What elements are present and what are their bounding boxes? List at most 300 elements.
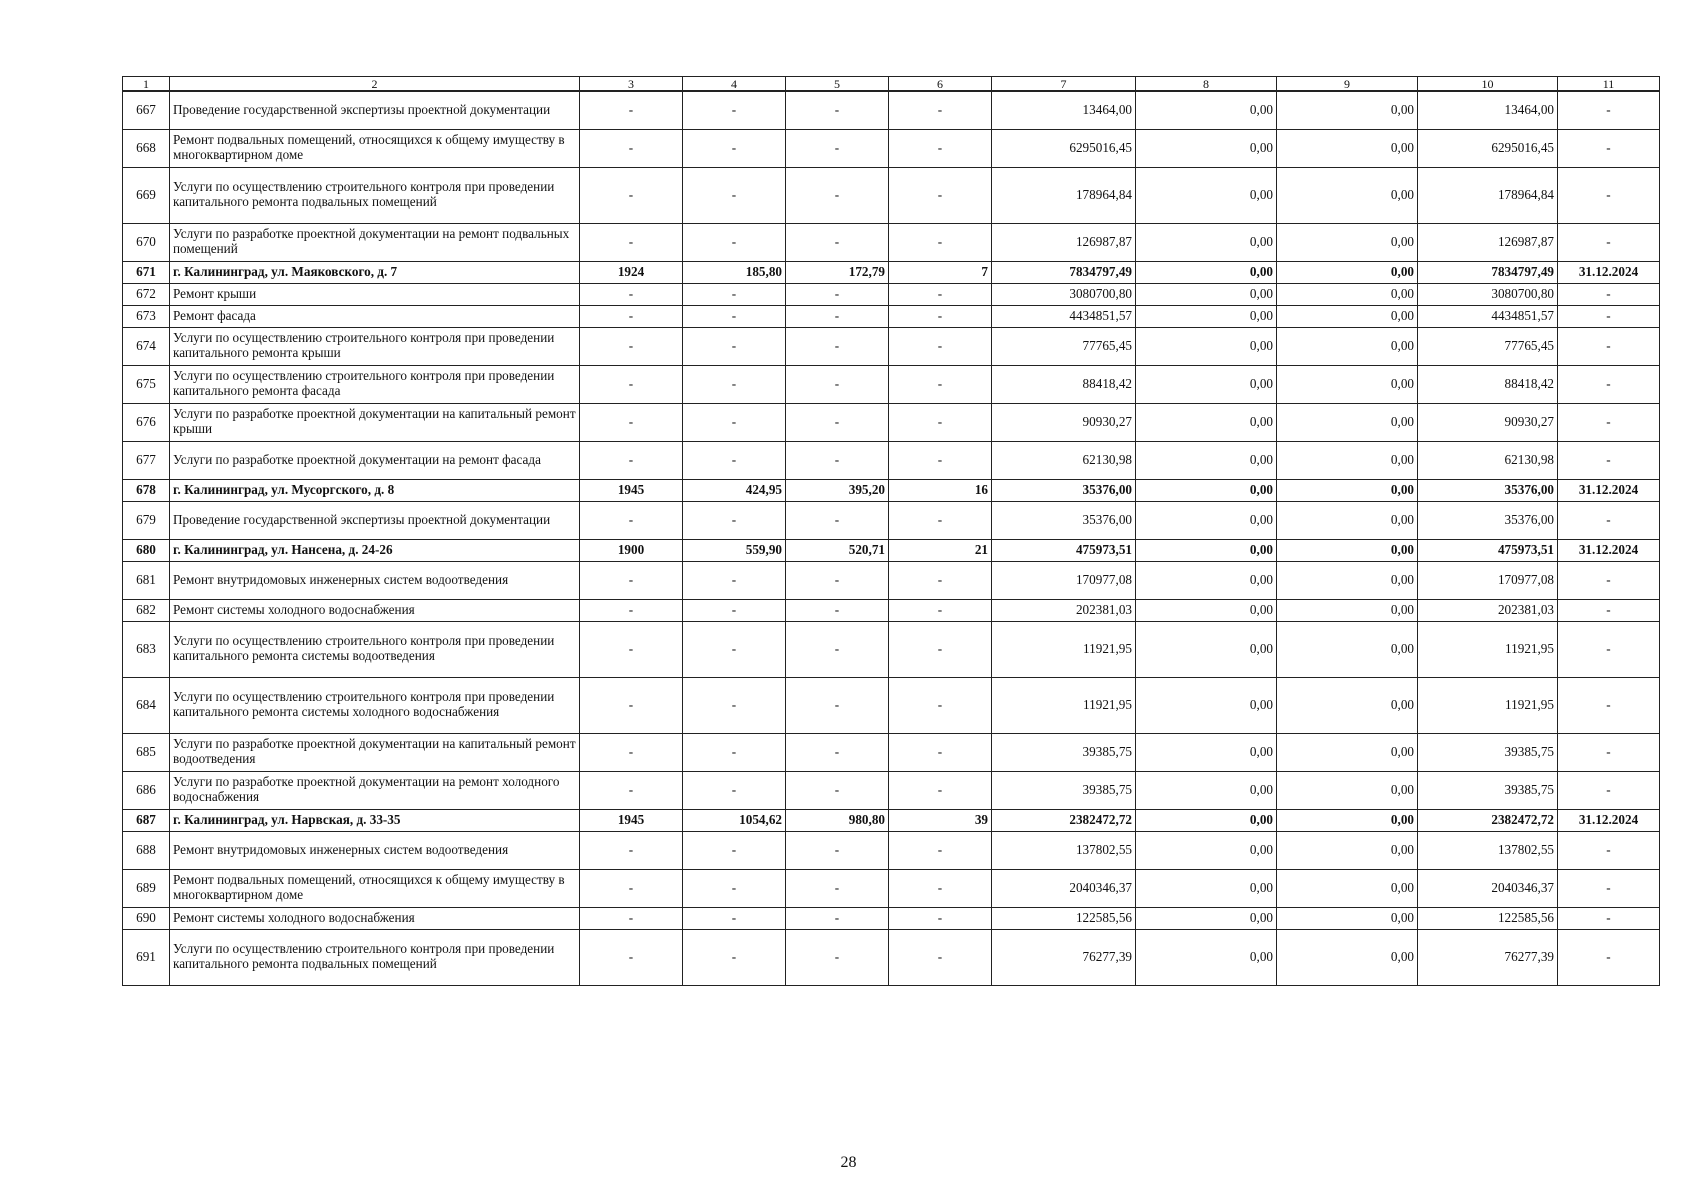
fund-cost-cell: 0,00	[1136, 441, 1277, 479]
total-cost-cell: 11921,95	[992, 621, 1136, 677]
row-number-cell: 682	[123, 599, 170, 621]
total-area-cell: -	[683, 599, 786, 621]
living-area-cell: 980,80	[786, 809, 889, 831]
work-row	[123, 365, 1660, 403]
column-header-6: 6	[889, 77, 992, 92]
end-date-cell: -	[1558, 365, 1660, 403]
year-cell: 1945	[580, 809, 683, 831]
address-row	[123, 261, 1660, 283]
fund-cost-cell: 0,00	[1136, 403, 1277, 441]
end-date-cell: 31.12.2024	[1558, 809, 1660, 831]
row-name-cell: г. Калининград, ул. Нансена, д. 24-26	[170, 539, 580, 561]
total-cost-cell: 2040346,37	[992, 869, 1136, 907]
budget-cost-cell: 0,00	[1277, 305, 1418, 327]
row-name-cell: Услуги по осуществлению строительного контроля при проведении капитального ремонта системы холодного водоснабжения	[170, 677, 580, 733]
fund-cost-cell: 0,00	[1136, 501, 1277, 539]
fund-cost-cell: 0,00	[1136, 539, 1277, 561]
fund-cost-cell: 0,00	[1136, 283, 1277, 305]
row-number-cell: 688	[123, 831, 170, 869]
row-name-cell: Услуги по разработке проектной документации на ремонт подвальных помещений	[170, 223, 580, 261]
column-header-7: 7	[992, 77, 1136, 92]
living-area-cell: -	[786, 403, 889, 441]
living-area-cell: -	[786, 869, 889, 907]
residents-cell: -	[889, 365, 992, 403]
row-number-cell: 691	[123, 929, 170, 985]
column-header-5: 5	[786, 77, 889, 92]
total-area-cell: -	[683, 907, 786, 929]
total-area-cell: -	[683, 501, 786, 539]
fund-cost-cell: 0,00	[1136, 621, 1277, 677]
total-cost-cell: 11921,95	[992, 677, 1136, 733]
fund-cost-cell: 0,00	[1136, 599, 1277, 621]
work-row	[123, 501, 1660, 539]
row-number-cell: 672	[123, 283, 170, 305]
year-cell: -	[580, 771, 683, 809]
end-date-cell: -	[1558, 907, 1660, 929]
residents-cell: -	[889, 733, 992, 771]
fund-cost-cell: 0,00	[1136, 869, 1277, 907]
total-cost-cell: 137802,55	[992, 831, 1136, 869]
work-row	[123, 441, 1660, 479]
fund-cost-cell: 0,00	[1136, 677, 1277, 733]
owners-cost-cell: 62130,98	[1418, 441, 1558, 479]
budget-cost-cell: 0,00	[1277, 479, 1418, 501]
end-date-cell: -	[1558, 561, 1660, 599]
work-row	[123, 733, 1660, 771]
end-date-cell: -	[1558, 283, 1660, 305]
end-date-cell: -	[1558, 677, 1660, 733]
year-cell: -	[580, 129, 683, 167]
work-row	[123, 91, 1660, 129]
fund-cost-cell: 0,00	[1136, 129, 1277, 167]
work-row	[123, 831, 1660, 869]
total-area-cell: 424,95	[683, 479, 786, 501]
residents-cell: -	[889, 283, 992, 305]
total-cost-cell: 475973,51	[992, 539, 1136, 561]
residents-cell: -	[889, 561, 992, 599]
budget-cost-cell: 0,00	[1277, 261, 1418, 283]
row-number-cell: 689	[123, 869, 170, 907]
residents-cell: -	[889, 621, 992, 677]
residents-cell: -	[889, 327, 992, 365]
residents-cell: -	[889, 929, 992, 985]
residents-cell: -	[889, 501, 992, 539]
work-row	[123, 223, 1660, 261]
work-row	[123, 403, 1660, 441]
fund-cost-cell: 0,00	[1136, 831, 1277, 869]
year-cell: -	[580, 501, 683, 539]
total-cost-cell: 202381,03	[992, 599, 1136, 621]
owners-cost-cell: 11921,95	[1418, 621, 1558, 677]
year-cell: 1900	[580, 539, 683, 561]
row-name-cell: Проведение государственной экспертизы проектной документации	[170, 501, 580, 539]
address-row	[123, 539, 1660, 561]
total-area-cell: -	[683, 733, 786, 771]
end-date-cell: -	[1558, 869, 1660, 907]
work-row	[123, 167, 1660, 223]
year-cell: -	[580, 561, 683, 599]
owners-cost-cell: 88418,42	[1418, 365, 1558, 403]
fund-cost-cell: 0,00	[1136, 809, 1277, 831]
year-cell: 1945	[580, 479, 683, 501]
row-number-cell: 677	[123, 441, 170, 479]
work-row	[123, 907, 1660, 929]
total-area-cell: -	[683, 365, 786, 403]
total-area-cell: -	[683, 91, 786, 129]
owners-cost-cell: 170977,08	[1418, 561, 1558, 599]
year-cell: -	[580, 621, 683, 677]
row-number-cell: 686	[123, 771, 170, 809]
residents-cell: -	[889, 403, 992, 441]
living-area-cell: -	[786, 129, 889, 167]
living-area-cell: -	[786, 561, 889, 599]
total-area-cell: -	[683, 771, 786, 809]
residents-cell: -	[889, 599, 992, 621]
work-row	[123, 283, 1660, 305]
end-date-cell: -	[1558, 91, 1660, 129]
work-row	[123, 677, 1660, 733]
budget-cost-cell: 0,00	[1277, 501, 1418, 539]
living-area-cell: -	[786, 771, 889, 809]
total-cost-cell: 62130,98	[992, 441, 1136, 479]
owners-cost-cell: 35376,00	[1418, 501, 1558, 539]
end-date-cell: -	[1558, 621, 1660, 677]
row-number-cell: 674	[123, 327, 170, 365]
owners-cost-cell: 4434851,57	[1418, 305, 1558, 327]
row-name-cell: Услуги по разработке проектной документации на ремонт холодного водоснабжения	[170, 771, 580, 809]
address-row	[123, 479, 1660, 501]
row-name-cell: Услуги по разработке проектной документации на капитальный ремонт водоотведения	[170, 733, 580, 771]
budget-cost-cell: 0,00	[1277, 365, 1418, 403]
row-name-cell: Услуги по осуществлению строительного контроля при проведении капитального ремонта подвальных помещений	[170, 929, 580, 985]
owners-cost-cell: 2382472,72	[1418, 809, 1558, 831]
row-name-cell: Ремонт подвальных помещений, относящихся к общему имуществу в многоквартирном доме	[170, 129, 580, 167]
work-row	[123, 129, 1660, 167]
total-cost-cell: 88418,42	[992, 365, 1136, 403]
fund-cost-cell: 0,00	[1136, 771, 1277, 809]
residents-cell: -	[889, 831, 992, 869]
owners-cost-cell: 76277,39	[1418, 929, 1558, 985]
total-cost-cell: 39385,75	[992, 771, 1136, 809]
column-header-8: 8	[1136, 77, 1277, 92]
total-cost-cell: 35376,00	[992, 479, 1136, 501]
year-cell: -	[580, 907, 683, 929]
end-date-cell: -	[1558, 599, 1660, 621]
row-number-cell: 683	[123, 621, 170, 677]
end-date-cell: -	[1558, 129, 1660, 167]
year-cell: -	[580, 91, 683, 129]
residents-cell: 21	[889, 539, 992, 561]
total-cost-cell: 3080700,80	[992, 283, 1136, 305]
budget-cost-cell: 0,00	[1277, 869, 1418, 907]
total-cost-cell: 76277,39	[992, 929, 1136, 985]
year-cell: -	[580, 223, 683, 261]
column-number-header	[123, 77, 1660, 92]
row-name-cell: г. Калининград, ул. Мусоргского, д. 8	[170, 479, 580, 501]
living-area-cell: 172,79	[786, 261, 889, 283]
end-date-cell: -	[1558, 305, 1660, 327]
row-name-cell: Ремонт крыши	[170, 283, 580, 305]
row-number-cell: 678	[123, 479, 170, 501]
work-row	[123, 305, 1660, 327]
fund-cost-cell: 0,00	[1136, 733, 1277, 771]
living-area-cell: -	[786, 621, 889, 677]
end-date-cell: -	[1558, 441, 1660, 479]
column-header-3: 3	[580, 77, 683, 92]
year-cell: -	[580, 167, 683, 223]
row-name-cell: Услуги по осуществлению строительного контроля при проведении капитального ремонта подвальных помещений	[170, 167, 580, 223]
row-number-cell: 685	[123, 733, 170, 771]
owners-cost-cell: 13464,00	[1418, 91, 1558, 129]
living-area-cell: -	[786, 831, 889, 869]
living-area-cell: -	[786, 167, 889, 223]
owners-cost-cell: 475973,51	[1418, 539, 1558, 561]
residents-cell: -	[889, 441, 992, 479]
total-cost-cell: 90930,27	[992, 403, 1136, 441]
budget-cost-cell: 0,00	[1277, 599, 1418, 621]
budget-cost-cell: 0,00	[1277, 223, 1418, 261]
owners-cost-cell: 178964,84	[1418, 167, 1558, 223]
total-cost-cell: 178964,84	[992, 167, 1136, 223]
year-cell: -	[580, 929, 683, 985]
fund-cost-cell: 0,00	[1136, 167, 1277, 223]
budget-cost-cell: 0,00	[1277, 441, 1418, 479]
fund-cost-cell: 0,00	[1136, 561, 1277, 599]
end-date-cell: -	[1558, 929, 1660, 985]
total-cost-cell: 2382472,72	[992, 809, 1136, 831]
page-number: 28	[840, 1154, 857, 1171]
living-area-cell: -	[786, 599, 889, 621]
owners-cost-cell: 122585,56	[1418, 907, 1558, 929]
budget-cost-cell: 0,00	[1277, 907, 1418, 929]
budget-cost-cell: 0,00	[1277, 129, 1418, 167]
end-date-cell: -	[1558, 831, 1660, 869]
living-area-cell: -	[786, 365, 889, 403]
column-header-1: 1	[123, 77, 170, 92]
living-area-cell: -	[786, 929, 889, 985]
owners-cost-cell: 137802,55	[1418, 831, 1558, 869]
residents-cell: -	[889, 167, 992, 223]
residents-cell: -	[889, 907, 992, 929]
row-name-cell: Проведение государственной экспертизы проектной документации	[170, 91, 580, 129]
owners-cost-cell: 126987,87	[1418, 223, 1558, 261]
total-cost-cell: 4434851,57	[992, 305, 1136, 327]
row-number-cell: 679	[123, 501, 170, 539]
living-area-cell: -	[786, 327, 889, 365]
row-number-cell: 671	[123, 261, 170, 283]
row-name-cell: Услуги по разработке проектной документации на ремонт фасада	[170, 441, 580, 479]
year-cell: -	[580, 733, 683, 771]
row-name-cell: Услуги по осуществлению строительного контроля при проведении капитального ремонта фасада	[170, 365, 580, 403]
residents-cell: -	[889, 677, 992, 733]
year-cell: -	[580, 677, 683, 733]
row-name-cell: Ремонт системы холодного водоснабжения	[170, 599, 580, 621]
residents-cell: 7	[889, 261, 992, 283]
column-header-4: 4	[683, 77, 786, 92]
total-area-cell: -	[683, 441, 786, 479]
total-cost-cell: 39385,75	[992, 733, 1136, 771]
total-cost-cell: 7834797,49	[992, 261, 1136, 283]
row-name-cell: г. Калининград, ул. Маяковского, д. 7	[170, 261, 580, 283]
total-area-cell: -	[683, 561, 786, 599]
column-header-9: 9	[1277, 77, 1418, 92]
total-cost-cell: 35376,00	[992, 501, 1136, 539]
owners-cost-cell: 35376,00	[1418, 479, 1558, 501]
budget-cost-cell: 0,00	[1277, 621, 1418, 677]
total-area-cell: 185,80	[683, 261, 786, 283]
residents-cell: -	[889, 91, 992, 129]
budget-cost-cell: 0,00	[1277, 91, 1418, 129]
budget-cost-cell: 0,00	[1277, 539, 1418, 561]
fund-cost-cell: 0,00	[1136, 223, 1277, 261]
residents-cell: -	[889, 223, 992, 261]
end-date-cell: 31.12.2024	[1558, 261, 1660, 283]
end-date-cell: -	[1558, 167, 1660, 223]
owners-cost-cell: 6295016,45	[1418, 129, 1558, 167]
budget-cost-cell: 0,00	[1277, 831, 1418, 869]
budget-cost-cell: 0,00	[1277, 283, 1418, 305]
year-cell: -	[580, 599, 683, 621]
year-cell: -	[580, 327, 683, 365]
residents-cell: -	[889, 771, 992, 809]
row-name-cell: Услуги по разработке проектной документации на капитальный ремонт крыши	[170, 403, 580, 441]
owners-cost-cell: 11921,95	[1418, 677, 1558, 733]
year-cell: -	[580, 283, 683, 305]
owners-cost-cell: 39385,75	[1418, 733, 1558, 771]
total-area-cell: -	[683, 283, 786, 305]
work-row	[123, 599, 1660, 621]
total-cost-cell: 13464,00	[992, 91, 1136, 129]
residents-cell: -	[889, 129, 992, 167]
residents-cell: 39	[889, 809, 992, 831]
residents-cell: -	[889, 869, 992, 907]
living-area-cell: -	[786, 223, 889, 261]
owners-cost-cell: 2040346,37	[1418, 869, 1558, 907]
works-table	[122, 76, 1660, 986]
row-name-cell: Ремонт подвальных помещений, относящихся к общему имуществу в многоквартирном доме	[170, 869, 580, 907]
year-cell: -	[580, 365, 683, 403]
work-row	[123, 621, 1660, 677]
total-area-cell: -	[683, 869, 786, 907]
column-header-11: 11	[1558, 77, 1660, 92]
row-number-cell: 687	[123, 809, 170, 831]
fund-cost-cell: 0,00	[1136, 305, 1277, 327]
end-date-cell: -	[1558, 501, 1660, 539]
owners-cost-cell: 39385,75	[1418, 771, 1558, 809]
budget-cost-cell: 0,00	[1277, 167, 1418, 223]
total-area-cell: -	[683, 167, 786, 223]
row-name-cell: Услуги по осуществлению строительного контроля при проведении капитального ремонта крыши	[170, 327, 580, 365]
total-area-cell: -	[683, 831, 786, 869]
owners-cost-cell: 3080700,80	[1418, 283, 1558, 305]
column-header-10: 10	[1418, 77, 1558, 92]
budget-cost-cell: 0,00	[1277, 327, 1418, 365]
total-area-cell: -	[683, 129, 786, 167]
living-area-cell: -	[786, 283, 889, 305]
row-name-cell: Ремонт внутридомовых инженерных систем водоотведения	[170, 831, 580, 869]
living-area-cell: -	[786, 501, 889, 539]
row-number-cell: 681	[123, 561, 170, 599]
total-area-cell: -	[683, 929, 786, 985]
row-number-cell: 673	[123, 305, 170, 327]
table-body	[123, 77, 1660, 986]
fund-cost-cell: 0,00	[1136, 907, 1277, 929]
end-date-cell: -	[1558, 733, 1660, 771]
year-cell: -	[580, 831, 683, 869]
row-number-cell: 670	[123, 223, 170, 261]
year-cell: -	[580, 869, 683, 907]
fund-cost-cell: 0,00	[1136, 365, 1277, 403]
fund-cost-cell: 0,00	[1136, 479, 1277, 501]
work-row	[123, 929, 1660, 985]
row-number-cell: 667	[123, 91, 170, 129]
budget-cost-cell: 0,00	[1277, 771, 1418, 809]
row-name-cell: Услуги по осуществлению строительного контроля при проведении капитального ремонта системы водоотведения	[170, 621, 580, 677]
fund-cost-cell: 0,00	[1136, 327, 1277, 365]
living-area-cell: 520,71	[786, 539, 889, 561]
total-cost-cell: 170977,08	[992, 561, 1136, 599]
budget-cost-cell: 0,00	[1277, 561, 1418, 599]
row-name-cell: г. Калининград, ул. Нарвская, д. 33-35	[170, 809, 580, 831]
address-row	[123, 809, 1660, 831]
total-area-cell: 1054,62	[683, 809, 786, 831]
living-area-cell: 395,20	[786, 479, 889, 501]
budget-cost-cell: 0,00	[1277, 677, 1418, 733]
living-area-cell: -	[786, 733, 889, 771]
row-number-cell: 668	[123, 129, 170, 167]
owners-cost-cell: 77765,45	[1418, 327, 1558, 365]
living-area-cell: -	[786, 907, 889, 929]
total-cost-cell: 6295016,45	[992, 129, 1136, 167]
total-area-cell: -	[683, 621, 786, 677]
fund-cost-cell: 0,00	[1136, 929, 1277, 985]
row-number-cell: 680	[123, 539, 170, 561]
row-number-cell: 684	[123, 677, 170, 733]
living-area-cell: -	[786, 441, 889, 479]
budget-cost-cell: 0,00	[1277, 809, 1418, 831]
total-area-cell: 559,90	[683, 539, 786, 561]
end-date-cell: 31.12.2024	[1558, 539, 1660, 561]
owners-cost-cell: 90930,27	[1418, 403, 1558, 441]
year-cell: -	[580, 403, 683, 441]
total-area-cell: -	[683, 403, 786, 441]
total-cost-cell: 122585,56	[992, 907, 1136, 929]
owners-cost-cell: 7834797,49	[1418, 261, 1558, 283]
work-row	[123, 771, 1660, 809]
end-date-cell: -	[1558, 327, 1660, 365]
end-date-cell: -	[1558, 771, 1660, 809]
year-cell: -	[580, 305, 683, 327]
year-cell: -	[580, 441, 683, 479]
budget-cost-cell: 0,00	[1277, 733, 1418, 771]
work-row	[123, 327, 1660, 365]
year-cell: 1924	[580, 261, 683, 283]
budget-cost-cell: 0,00	[1277, 929, 1418, 985]
row-number-cell: 690	[123, 907, 170, 929]
row-name-cell: Ремонт внутридомовых инженерных систем водоотведения	[170, 561, 580, 599]
total-cost-cell: 126987,87	[992, 223, 1136, 261]
owners-cost-cell: 202381,03	[1418, 599, 1558, 621]
budget-cost-cell: 0,00	[1277, 403, 1418, 441]
end-date-cell: 31.12.2024	[1558, 479, 1660, 501]
work-row	[123, 869, 1660, 907]
work-row	[123, 561, 1660, 599]
total-area-cell: -	[683, 327, 786, 365]
living-area-cell: -	[786, 677, 889, 733]
total-area-cell: -	[683, 305, 786, 327]
row-number-cell: 675	[123, 365, 170, 403]
row-number-cell: 676	[123, 403, 170, 441]
